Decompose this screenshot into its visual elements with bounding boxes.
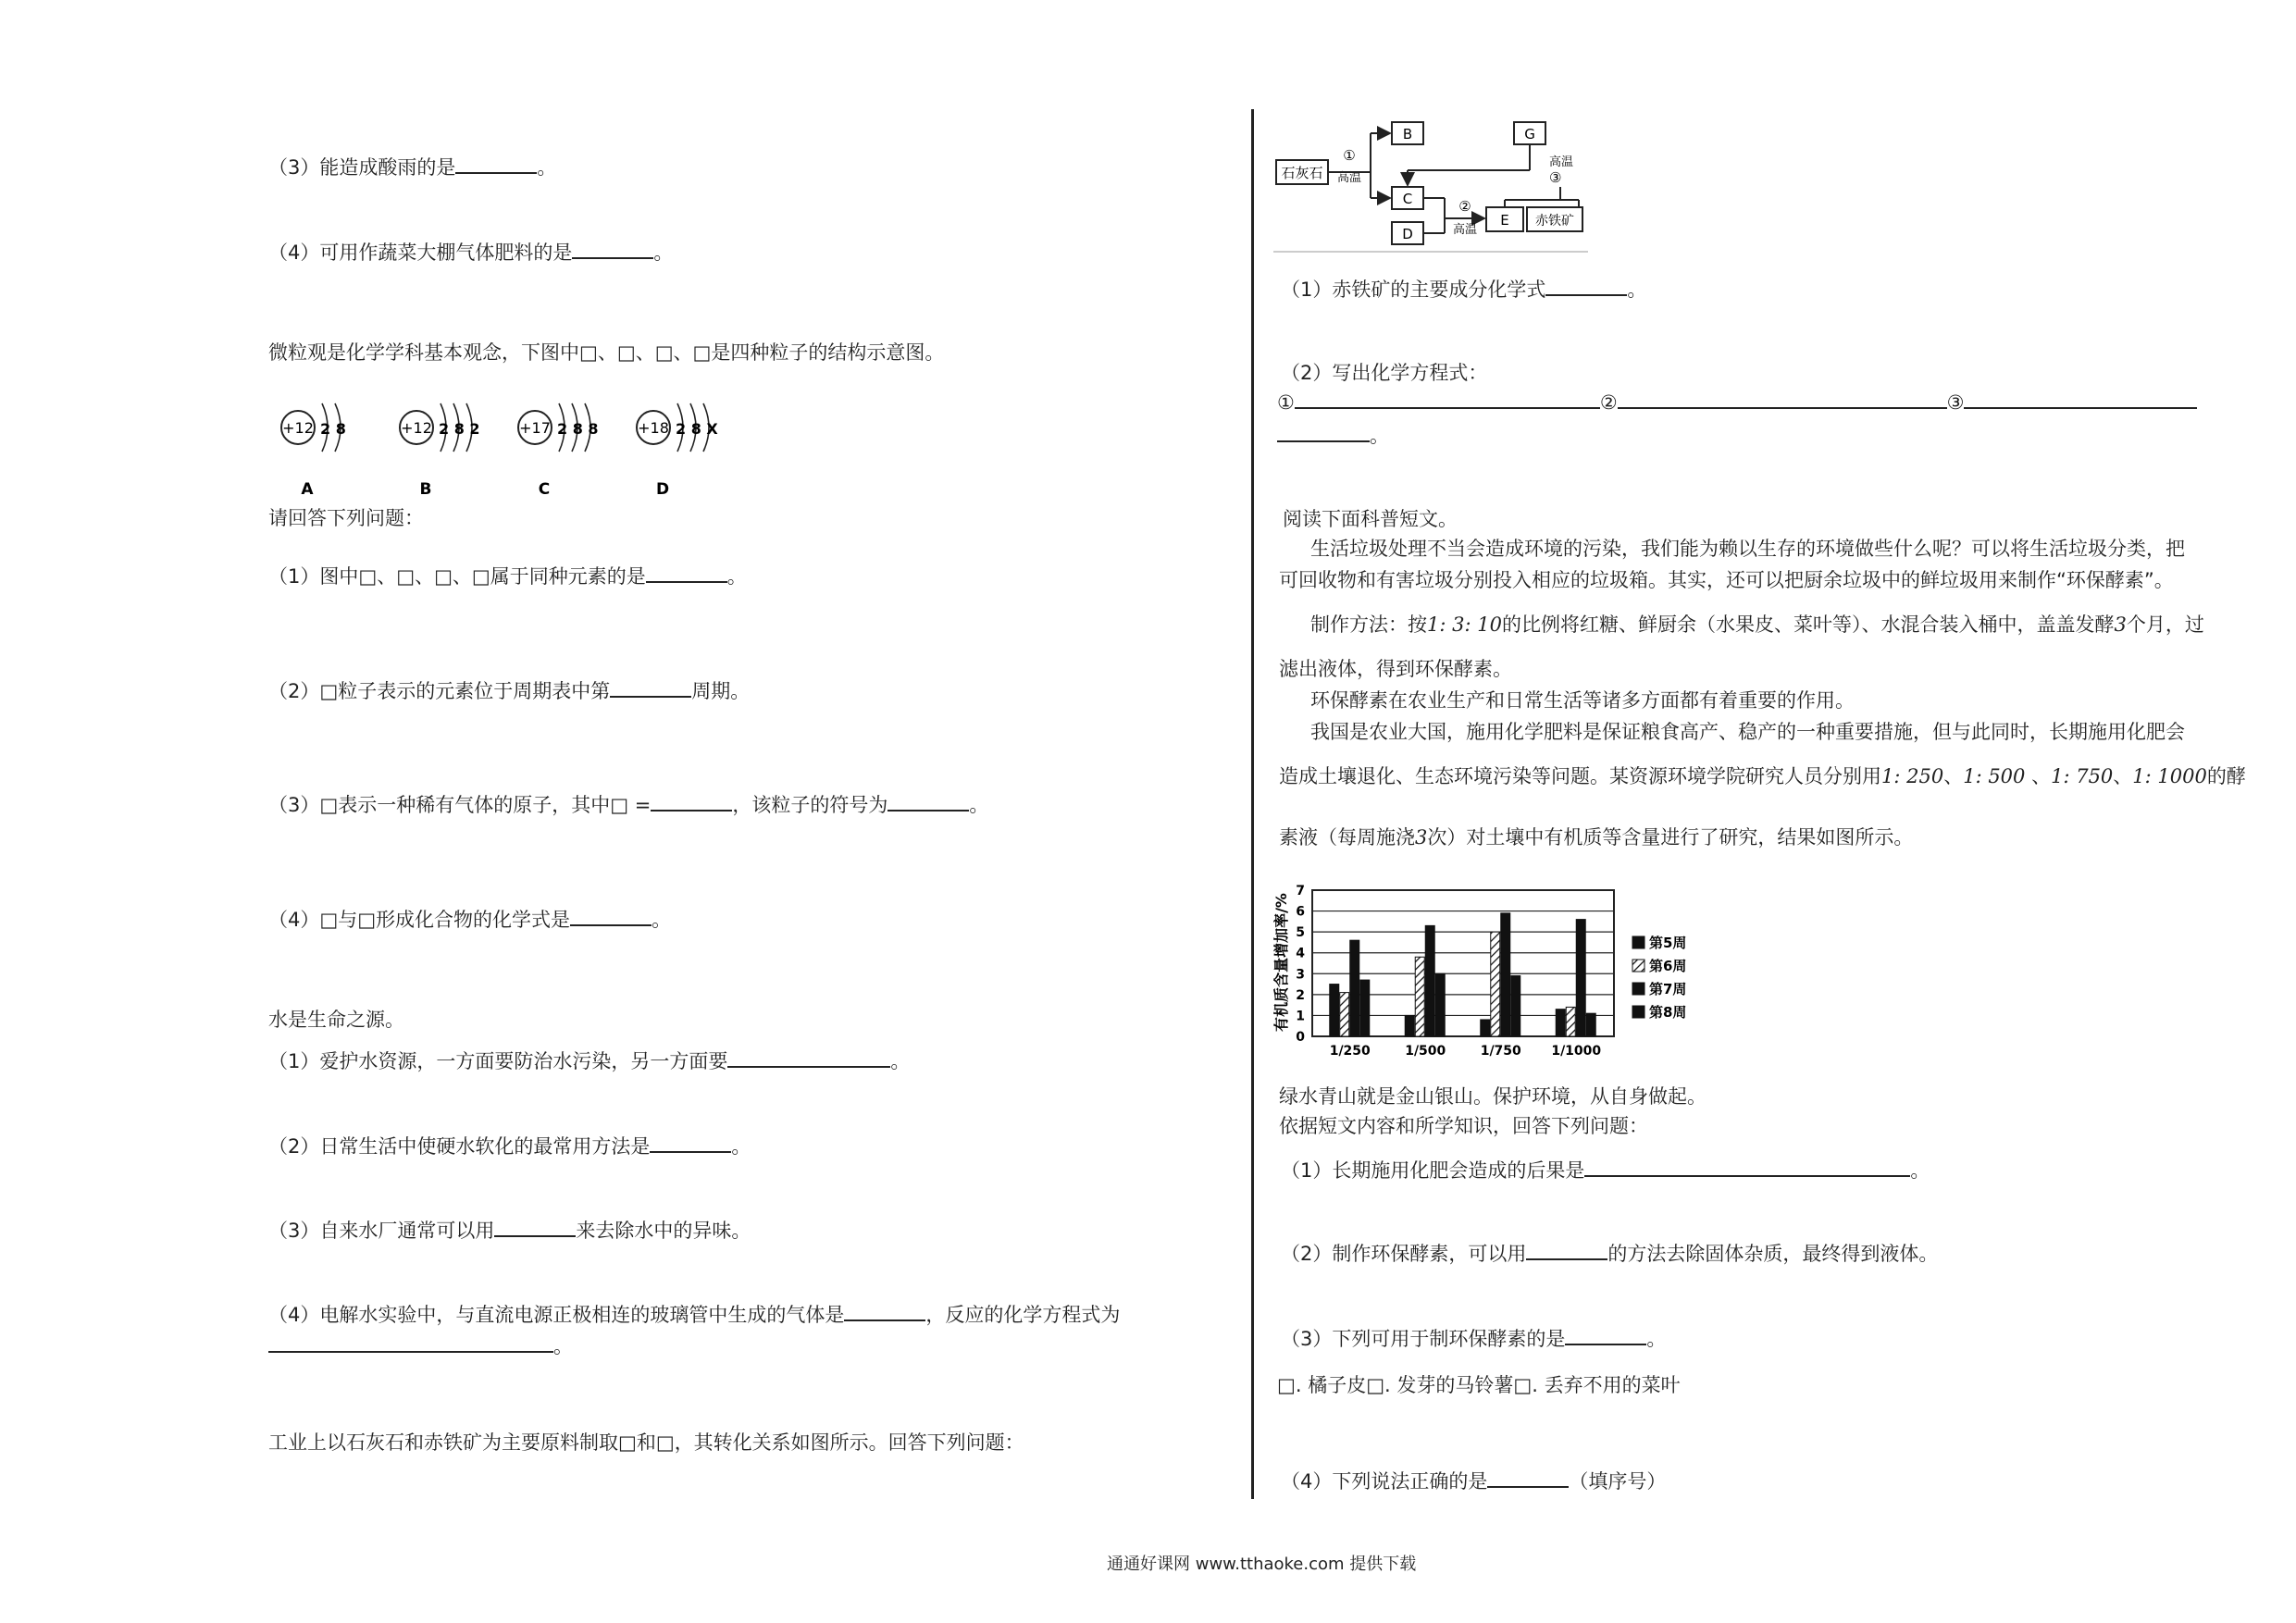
reading-p1a: 生活垃圾处理不当会造成环境的污染，我们能为赖以生存的环境做些什么呢？可以将生活垃圾分类，把 xyxy=(1310,538,2185,560)
x-tick-label: 1/500 xyxy=(1405,1044,1446,1059)
particle-b xyxy=(400,403,480,499)
x-tick-label: 1/250 xyxy=(1329,1044,1371,1059)
electron-counts: 2 8 8 xyxy=(557,420,599,438)
answer-prompt: 请回答下列问题： xyxy=(268,507,424,529)
y-tick-label: 1 xyxy=(1296,1009,1305,1024)
micro-intro: 微粒观是化学学科基本观念，下图中□、□、□、□是四种粒子的结构示意图。 xyxy=(268,341,945,364)
answer-blank[interactable] xyxy=(1545,278,1627,296)
question-greenhouse-fertilizer: （4）可用作蔬菜大棚气体肥料的是 。 xyxy=(268,242,674,264)
water-q4: （4）电解水实验中，与直流电源正极相连的玻璃管中生成的气体是 ，反应的化学方程式为 xyxy=(268,1304,1121,1326)
nucleus-charge: +17 xyxy=(519,419,551,437)
reading-p5: 绿水青山就是金山银山。保护环境，从自身做起。 xyxy=(1279,1085,1706,1108)
answer-blank[interactable] xyxy=(570,908,652,926)
answer-blank[interactable] xyxy=(610,679,691,698)
particle-structure-diagrams xyxy=(268,379,768,500)
water-q2: （2）日常生活中使硬水软化的最常用方法是 。 xyxy=(268,1135,751,1158)
reading-q1: （1）长期施用化肥会造成的后果是 。 xyxy=(1281,1159,1930,1182)
answer-blank[interactable] xyxy=(1618,390,1947,409)
box-g-label: G xyxy=(1524,126,1535,142)
legend-label: 第8周 xyxy=(1649,1004,1687,1021)
micro-q2: （2）□粒子表示的元素位于周期表中第 周期。 xyxy=(268,680,751,702)
step-1-label: ① xyxy=(1343,147,1356,164)
particle-label: A xyxy=(301,480,314,499)
particle-label: D xyxy=(655,480,670,499)
reading-q2: （2）制作环保酵素，可以用 的方法去除固体杂质，最终得到液体。 xyxy=(1281,1243,1939,1265)
equation-question: （2）写出化学方程式： xyxy=(1281,362,1488,384)
step-3-label: ③ xyxy=(1549,169,1562,186)
y-tick-label: 6 xyxy=(1296,904,1305,920)
equation-lines: ① ② ③ xyxy=(1277,390,2197,415)
x-tick-label: 1/750 xyxy=(1480,1044,1521,1059)
answer-blank[interactable] xyxy=(651,793,732,812)
water-title: 水是生命之源。 xyxy=(268,1009,404,1031)
answer-blank[interactable] xyxy=(887,793,969,812)
legend-label: 第6周 xyxy=(1649,958,1687,974)
question-acid-rain: （3）能造成酸雨的是 。 xyxy=(268,156,557,179)
bar-1-1000-3 xyxy=(1586,1013,1595,1036)
bar-1-1000-2 xyxy=(1576,920,1585,1036)
bar-1-250-0 xyxy=(1330,985,1339,1036)
hematite-question: （1）赤铁矿的主要成分化学式 。 xyxy=(1281,279,1647,301)
answer-blank[interactable] xyxy=(268,1334,553,1353)
box-b-label: B xyxy=(1402,126,1413,142)
bar-1-1000-1 xyxy=(1566,1007,1575,1036)
answer-blank[interactable] xyxy=(1277,424,1370,442)
reading-p1b: 可回收物和有害垃圾分别投入相应的垃圾箱。其实，还可以把厨余垃圾中的鲜垃圾用来制作“环保酵素”。 xyxy=(1279,569,2174,591)
answer-blank[interactable] xyxy=(727,1049,890,1068)
option-c[interactable]: 丢弃不用的菜叶 xyxy=(1544,1374,1681,1396)
answer-blank[interactable] xyxy=(572,241,653,259)
step-2-label: ② xyxy=(1458,198,1471,215)
reading-p2a: 制作方法：按1: 3: 10的比例将红糖、鲜厨余（水果皮、菜叶等）、水混合装入桶中，盖盖发酵3个月，过 xyxy=(1310,613,2204,636)
bar-1-750-1 xyxy=(1491,932,1500,1036)
reading-p4b: 造成土壤退化、生态环境污染等问题。某资源环境学院研究人员分别用1: 250、1: 500 、1: 750、1: 1000的酵 xyxy=(1279,765,2246,787)
reading-p6: 依据短文内容和所学知识，回答下列问题： xyxy=(1279,1115,1648,1137)
electron-counts: 2 8 X xyxy=(676,420,718,438)
bar-1-500-3 xyxy=(1435,973,1445,1036)
equation-lines-2: 。 xyxy=(1277,424,1389,448)
particle-a xyxy=(281,403,346,499)
bar-1-750-2 xyxy=(1501,913,1510,1036)
svg-text:高温: 高温 xyxy=(1452,223,1478,237)
svg-text:高温: 高温 xyxy=(1549,155,1574,169)
bar-1-250-2 xyxy=(1350,940,1359,1036)
bar-1-500-1 xyxy=(1415,957,1424,1036)
answer-blank[interactable] xyxy=(1565,1327,1646,1345)
bar-1-1000-0 xyxy=(1556,1010,1565,1036)
y-tick-label: 0 xyxy=(1296,1030,1305,1045)
electron-counts: 2 8 2 xyxy=(439,420,480,438)
y-axis-label: 有机质含量增加率/% xyxy=(1272,893,1290,1032)
reading-q4: （4）下列说法正确的是 （填序号） xyxy=(1281,1470,1667,1493)
answer-blank[interactable] xyxy=(844,1303,925,1321)
y-tick-label: 4 xyxy=(1296,946,1305,961)
high-temp-label: 高温 xyxy=(1336,171,1362,185)
legend-swatch xyxy=(1632,936,1644,948)
micro-q1: （1）图中□、□、□、□属于同种元素的是 。 xyxy=(268,565,747,588)
reading-title: 阅读下面科普短文。 xyxy=(1283,508,1458,530)
reading-p4c: 素液（每周施浇3次）对土壤中有机质等含量进行了研究，结果如图所示。 xyxy=(1279,826,1914,849)
bar-1-250-1 xyxy=(1340,993,1349,1036)
reading-p4a: 我国是农业大国，施用化学肥料是保证粮食高产、稳产的一种重要措施，但与此同时，长期施用化肥会 xyxy=(1310,721,2185,743)
legend-swatch xyxy=(1632,960,1644,972)
answer-blank[interactable] xyxy=(1964,390,2197,409)
hematite-label: 赤铁矿 xyxy=(1535,214,1574,229)
particle-label: C xyxy=(538,480,551,499)
particle-d xyxy=(637,403,718,499)
conversion-flow-diagram xyxy=(1273,115,1607,254)
micro-q4: （4）□与□形成化合物的化学式是 。 xyxy=(268,909,672,931)
electron-counts: 2 8 xyxy=(320,420,346,438)
bar-1-750-3 xyxy=(1511,976,1520,1036)
bar-1-750-0 xyxy=(1481,1020,1490,1036)
reading-q3: （3）下列可用于制环保酵素的是 。 xyxy=(1281,1328,1667,1350)
answer-blank[interactable] xyxy=(455,155,537,174)
y-tick-label: 3 xyxy=(1296,967,1305,983)
x-tick-label: 1/1000 xyxy=(1551,1044,1602,1059)
micro-q3: （3）□表示一种稀有气体的原子，其中□ = ，该粒子的符号为 。 xyxy=(268,794,989,816)
legend-label: 第7周 xyxy=(1649,981,1687,997)
legend-label: 第5周 xyxy=(1649,935,1687,951)
nucleus-charge: +18 xyxy=(638,419,669,437)
y-tick-label: 2 xyxy=(1296,987,1305,1003)
reading-q3-options: □. 橘子皮□. 发芽的马铃薯□. 丢弃不用的菜叶 xyxy=(1277,1374,1681,1396)
answer-blank[interactable] xyxy=(1526,1242,1607,1260)
box-e-label: E xyxy=(1500,212,1509,229)
water-q1: （1）爱护水资源，一方面要防治水污染，另一方面要 。 xyxy=(268,1050,911,1072)
particle-c xyxy=(518,403,599,499)
industry-intro: 工业上以石灰石和赤铁矿为主要原料制取□和□，其转化关系如图所示。回答下列问题： xyxy=(268,1431,1024,1454)
nucleus-charge: +12 xyxy=(282,419,314,437)
bar-1-500-0 xyxy=(1405,1015,1414,1036)
answer-blank[interactable] xyxy=(650,1134,731,1153)
legend-swatch xyxy=(1632,983,1644,995)
bar-1-500-2 xyxy=(1425,925,1434,1036)
answer-blank[interactable] xyxy=(494,1219,576,1237)
reading-p3: 环保酵素在农业生产和日常生活等诸多方面都有着重要的作用。 xyxy=(1310,689,1855,712)
bar-1-250-3 xyxy=(1360,980,1370,1036)
particle-label: B xyxy=(419,480,432,499)
answer-blank[interactable] xyxy=(1295,390,1600,409)
box-d-label: D xyxy=(1402,226,1413,242)
water-q4-line2: 。 xyxy=(268,1334,573,1358)
reading-p2b: 滤出液体，得到环保酵素。 xyxy=(1279,658,1512,680)
water-q3: （3）自来水厂通常可以用 来去除水中的异味。 xyxy=(268,1220,751,1242)
column-divider xyxy=(1251,109,1254,1499)
nucleus-charge: +12 xyxy=(401,419,432,437)
y-tick-label: 7 xyxy=(1296,884,1305,898)
answer-blank[interactable] xyxy=(646,564,727,583)
y-tick-label: 5 xyxy=(1296,925,1305,941)
footer-credit: 通通好课网 www.tthaoke.com 提供下载 xyxy=(1107,1555,1417,1574)
limestone-label: 石灰石 xyxy=(1281,165,1323,181)
box-c-label: C xyxy=(1402,191,1413,207)
organic-matter-bar-chart xyxy=(1270,879,1732,1064)
option-b[interactable]: 发芽的马铃薯 xyxy=(1396,1374,1514,1396)
legend-swatch xyxy=(1632,1006,1644,1018)
answer-blank[interactable] xyxy=(1487,1469,1569,1488)
option-a[interactable]: 橘子皮 xyxy=(1308,1374,1367,1396)
answer-blank[interactable] xyxy=(1584,1158,1910,1177)
